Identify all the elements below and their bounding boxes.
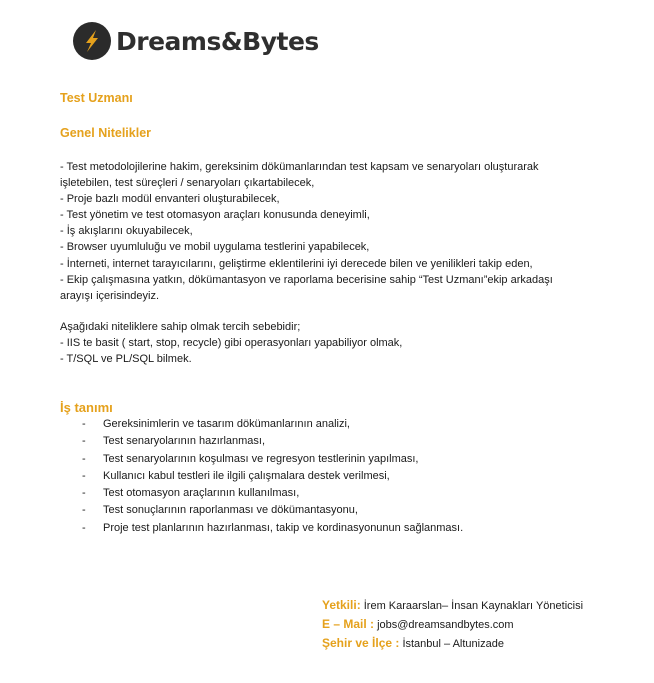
contact-block <box>322 596 583 653</box>
qualification-line: - İş akışlarını okuyabilecek, <box>60 225 193 238</box>
job-description-list <box>60 416 463 537</box>
lightning-bolt-icon <box>73 22 111 60</box>
qualification-line: - Ekip çalışmasına yatkın, dökümantasyon ve raporlama becerisine sahip “Test Uzmanı”ekip arkadaşı <box>60 273 553 286</box>
list-item <box>60 416 463 433</box>
qualification-line: - Test metodolojilerine hakim, gereksinim dökümanlarından test kapsam ve senaryoları oluşturarak <box>60 161 539 173</box>
list-item-text: Proje test planlarının hazırlanması, takip ve kordinasyonunun sağlanması. <box>103 521 464 534</box>
list-item-text: Kullanıcı kabul testleri ile ilgili çalışmalara destek verilmesi, <box>103 469 390 482</box>
qualification-line: - Proje bazlı modül envanteri oluşturabilecek, <box>60 193 280 206</box>
list-item-text: Test senaryolarının koşulması ve regresyon testlerinin yapılması, <box>103 452 419 465</box>
bullet-dash: - <box>82 435 86 448</box>
contact-person-label: Yetkili: <box>322 598 361 612</box>
qualification-line: - Browser uyumluluğu ve mobil uygulama testlerini yapabilecek, <box>60 241 370 254</box>
list-item-text: Test otomasyon araçlarının kullanılması, <box>103 487 300 500</box>
list-item <box>60 485 463 502</box>
brand-name: Dreams&Bytes <box>116 26 319 56</box>
qualification-line: arayışı içerisindeyiz. <box>60 289 160 302</box>
bullet-dash: - <box>82 469 86 482</box>
preferred-line: - T/SQL ve PL/SQL bilmek. <box>60 353 192 366</box>
contact-location <box>322 634 583 653</box>
bullet-dash: - <box>82 487 86 500</box>
preferred-intro: Aşağıdaki niteliklere sahip olmak tercih sebebidir; <box>60 321 301 333</box>
bullet-dash: - <box>82 418 86 430</box>
contact-location-value: İstanbul – Altunizade <box>402 638 504 650</box>
list-item <box>60 520 463 537</box>
list-item <box>60 468 463 485</box>
preferred-qualifications <box>60 319 620 367</box>
contact-email-value[interactable]: jobs@dreamsandbytes.com <box>377 619 514 631</box>
qualification-line: işletebilen, test süreçleri / senaryoları çıkartabilecek, <box>60 177 315 190</box>
qualification-line: - İnterneti, internet tarayıcılarını, geliştirme eklentilerini iyi derecede bilen ve yenilikleri takip eden, <box>60 257 533 270</box>
contact-location-label: Şehir ve İlçe : <box>322 636 400 650</box>
list-item <box>60 451 463 468</box>
contact-email-label: E – Mail : <box>322 617 375 631</box>
qualification-line: - Test yönetim ve test otomasyon araçları konusunda deneyimli, <box>60 209 370 222</box>
qualifications-heading: Genel Nitelikler <box>60 126 152 140</box>
job-title: Test Uzmanı <box>60 91 133 105</box>
qualifications-list <box>60 159 620 304</box>
list-item <box>60 433 463 450</box>
preferred-line: - IIS te basit ( start, stop, recycle) gibi operasyonları yapabiliyor olmak, <box>60 337 403 350</box>
contact-person-value: İrem Karaarslan– İnsan Kaynakları Yöneticisi <box>363 600 584 612</box>
list-item <box>60 502 463 519</box>
bullet-dash: - <box>82 521 86 534</box>
brand-logo <box>73 22 319 60</box>
list-item-text: Test senaryolarının hazırlanması, <box>103 435 266 448</box>
contact-email <box>322 615 583 634</box>
bullet-dash: - <box>82 452 86 465</box>
bullet-dash: - <box>82 504 86 517</box>
list-item-text: Gereksinimlerin ve tasarım dökümanlarının analizi, <box>103 418 350 430</box>
list-item-text: Test sonuçlarının raporlanması ve dökümantasyonu, <box>103 504 358 517</box>
job-description-heading: İş tanımı <box>60 400 113 415</box>
contact-person <box>322 596 583 615</box>
